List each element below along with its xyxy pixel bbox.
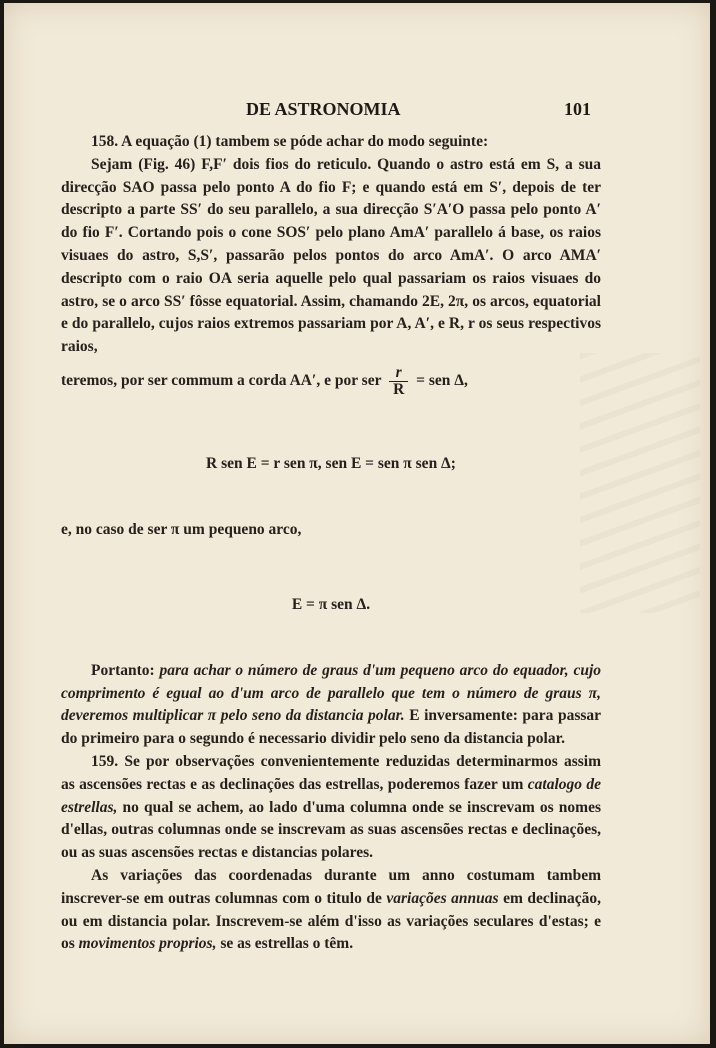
- book-page: [4, 3, 710, 1044]
- variations-paragraph: [61, 865, 601, 956]
- portanto-rule: para achar o número de graus d'um pequeno arco do equador, cujo comprimento é egual ao d'um arco de parallelo que tem o número de graus π, deveremos multiplicar π pelo seno da distancia polar.: [61, 661, 602, 725]
- small-arc-case: e, no caso de ser π um pequeno arco,: [61, 520, 302, 538]
- running-title: DE ASTRONOMIA: [246, 99, 401, 119]
- page-body: [61, 131, 601, 956]
- section-159-start: 159. Se por observações convenientemente reduzidas determinarmos assim as ascensões rectas e as declinações das estrellas, poderemos fazer um: [61, 752, 601, 793]
- variations-mid: em declinação, ou em distancia polar. Inscrevem-se além d'isso as variações seculares d'estas; e os: [61, 889, 601, 953]
- portanto-paragraph: [61, 660, 601, 751]
- section-159: [61, 751, 601, 865]
- catalogo-term: catalogo de estrellas,: [61, 775, 602, 816]
- variations-end: se as estrellas o têm.: [220, 935, 354, 953]
- formula-sen-e: R sen E = r sen π, sen E = sen π sen Δ;: [206, 454, 456, 472]
- page-number: 101: [564, 99, 591, 119]
- fraction-numerator: r: [389, 365, 408, 382]
- fraction-rhs: = sen Δ,: [416, 372, 468, 390]
- ratio-statement: [61, 365, 601, 401]
- portanto-lead: Portanto:: [91, 661, 155, 679]
- section-159-end: no qual se achem, ao lado d'uma columna onde se inscrevam os nomes d'ellas, outras columnas onde se inscrevam as suas ascensões rectas e declinações, ou as suas ascensões rectas e distancias polares.: [61, 798, 601, 862]
- page-header: [4, 99, 710, 125]
- variations-start: As variações das coordenadas durante um anno costumam tambem inscrever-se em outras columnas com o titulo de: [61, 866, 601, 907]
- section-158-heading: 158. A equação (1) tambem se póde achar do modo seguinte:: [91, 133, 489, 150]
- fraction-denominator: R: [393, 380, 405, 398]
- fraction-r-over-R: [389, 365, 408, 398]
- variacoes-annuas-term: variações annuas: [386, 889, 499, 907]
- section-158-body: Sejam (Fig. 46) F,F′ dois fios do reticulo. Quando o astro está em S, a sua direcção SAO passa pelo ponto A do fio F; e quando está em S′, depois de ter descripto a parte SS′ do seu parallelo, a sua direcção S′A′O passa pelo ponto A′ do fio F′. Cortando pois o cone SOS′ pelo plano AmA′ parallelo á base, os raios visuaes do astro, S,S′, passarão pelos pontos do arco AmA′. O arco AMA′ descripto com o raio OA seria aquelle pelo qual passariam os raios visuaes do astro, se o arco SS′ fôsse equatorial. Assim, chamando 2E, 2π, os arcos, equatorial e do parallelo, cujos raios extremos passariam por A, A′, e R, r os seus respectivos raios,: [61, 155, 601, 356]
- teremos-text: teremos, por ser commum a corda AA′, e por ser: [61, 372, 382, 390]
- portanto-inverse: E inversamente: para passar do primeiro para o segundo é necessario dividir pelo seno da distancia polar.: [61, 707, 602, 748]
- movimentos-proprios-term: movimentos proprios,: [78, 935, 217, 953]
- formula-e-equals: E = π sen Δ.: [291, 595, 371, 613]
